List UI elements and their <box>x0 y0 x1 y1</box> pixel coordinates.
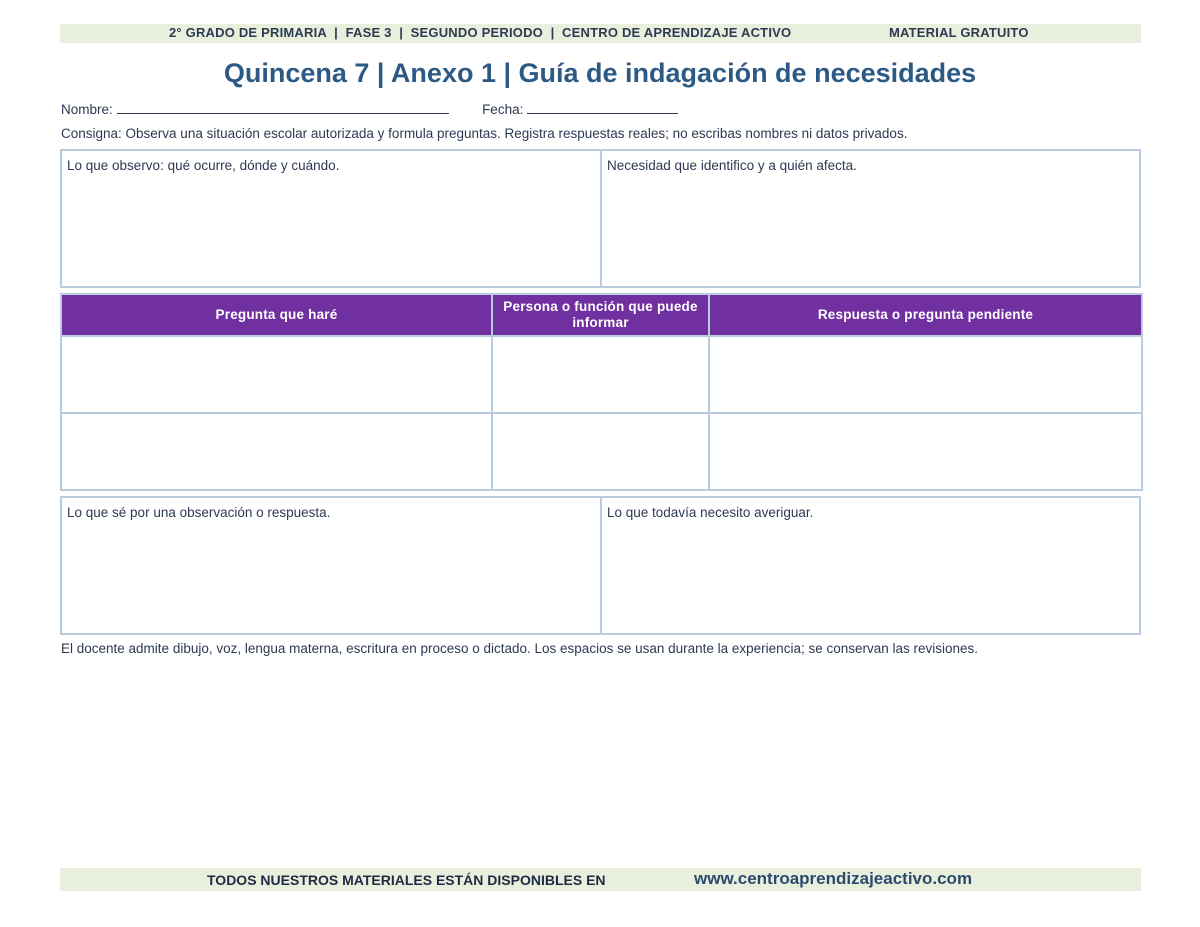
table-row <box>61 336 1142 413</box>
teacher-note: El docente admite dibujo, voz, lengua materna, escritura en proceso o dictado. Los espacios se usan durante la experiencia; se conservan las revisiones. <box>61 641 979 656</box>
need-box[interactable] <box>602 151 1139 286</box>
table-cell-person[interactable] <box>492 336 709 413</box>
table-header-row <box>61 294 1142 336</box>
header-right-text: MATERIAL GRATUITO <box>889 25 1029 40</box>
observation-boxes <box>60 149 1141 288</box>
header-band <box>60 24 1141 43</box>
table-cell-question[interactable] <box>61 413 492 490</box>
need-box-label: Necesidad que identifico y a quién afecta. <box>607 158 857 173</box>
footer-band <box>60 868 1141 891</box>
table-cell-answer[interactable] <box>709 413 1142 490</box>
known-box-label: Lo que sé por una observación o respuesta. <box>67 505 331 520</box>
column-header-answer: Respuesta o pregunta pendiente <box>709 294 1142 336</box>
observation-box-label: Lo que observo: qué ocurre, dónde y cuándo. <box>67 158 340 173</box>
knowledge-boxes <box>60 496 1141 635</box>
table-cell-answer[interactable] <box>709 336 1142 413</box>
footer-url-link[interactable]: www.centroaprendizajeactivo.com <box>694 869 973 888</box>
unknown-box[interactable] <box>602 498 1139 633</box>
known-box[interactable] <box>62 498 602 633</box>
name-date-line <box>61 102 678 117</box>
name-field[interactable] <box>117 102 449 114</box>
date-label: Fecha: <box>482 102 524 117</box>
observation-box[interactable] <box>62 151 602 286</box>
date-field[interactable] <box>527 102 678 114</box>
question-table <box>60 293 1143 491</box>
table-cell-person[interactable] <box>492 413 709 490</box>
table-row <box>61 413 1142 490</box>
unknown-box-label: Lo que todavía necesito averiguar. <box>607 505 814 520</box>
column-header-question: Pregunta que haré <box>61 294 492 336</box>
instructions: Consigna: Observa una situación escolar autorizada y formula preguntas. Registra respuestas reales; no escribas nombres ni datos privados. <box>61 126 908 141</box>
table-cell-question[interactable] <box>61 336 492 413</box>
page-title: Quincena 7 | Anexo 1 | Guía de indagación de necesidades <box>223 58 977 88</box>
header-left-text: 2° GRADO DE PRIMARIA | FASE 3 | SEGUNDO PERIODO | CENTRO DE APRENDIZAJE ACTIVO <box>169 25 792 40</box>
name-label: Nombre: <box>61 102 113 117</box>
column-header-person: Persona o función que puede informar <box>492 294 709 336</box>
footer-text: TODOS NUESTROS MATERIALES ESTÁN DISPONIBLES EN <box>207 872 606 888</box>
